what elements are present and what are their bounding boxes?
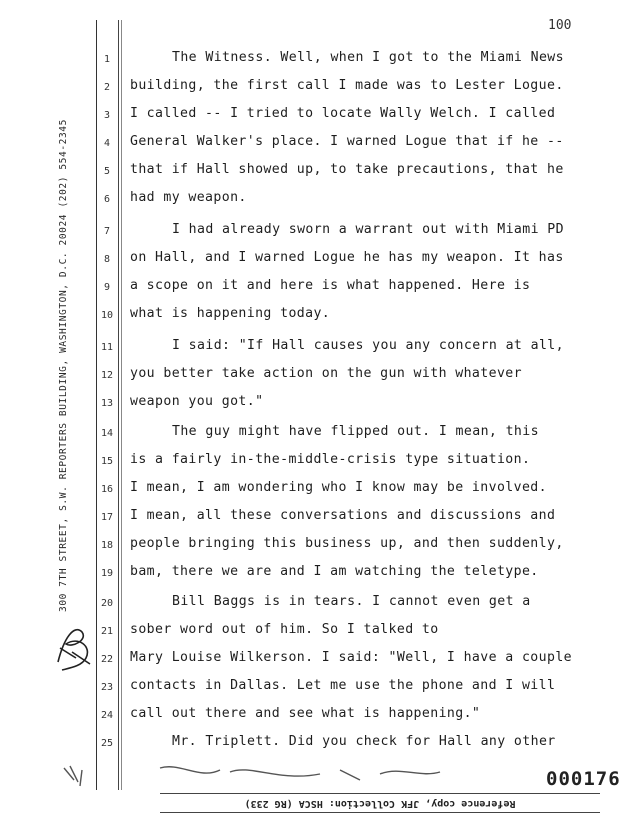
transcript-line: I mean, all these conversations and discussions and xyxy=(130,508,556,523)
reference-stamp xyxy=(160,793,600,813)
transcript-line: contacts in Dallas. Let me use the phone and I will xyxy=(130,678,556,693)
transcript-line: what is happening today. xyxy=(130,306,331,321)
margin-rule xyxy=(121,20,122,790)
line-number: 17 xyxy=(100,512,114,523)
line-number: 7 xyxy=(103,226,111,237)
transcript-line: The Witness. Well, when I got to the Miami News xyxy=(172,50,564,65)
transcript-line: I said: "If Hall causes you any concern at all, xyxy=(172,338,564,353)
margin-rule xyxy=(118,20,119,790)
transcript-line: building, the first call I made was to Lester Logue. xyxy=(130,78,564,93)
transcript-line: I mean, I am wondering who I know may be involved. xyxy=(130,480,547,495)
transcript-line: people bringing this business up, and then suddenly, xyxy=(130,536,564,551)
line-number: 22 xyxy=(100,654,114,665)
line-number: 5 xyxy=(103,166,111,177)
transcript-line: I had already sworn a warrant out with Miami PD xyxy=(172,222,564,237)
line-number: 2 xyxy=(103,82,111,93)
transcript-line: had my weapon. xyxy=(130,190,247,205)
line-number: 10 xyxy=(100,310,114,321)
transcript-line: that if Hall showed up, to take precautions, that he xyxy=(130,162,564,177)
transcript-line: General Walker's place. I warned Logue that if he -- xyxy=(130,134,564,149)
document-id: 000176 xyxy=(546,768,621,790)
transcript-line: The guy might have flipped out. I mean, this xyxy=(172,424,539,439)
page-number: 100 xyxy=(548,18,572,33)
handwritten-mark xyxy=(52,618,98,674)
line-number: 12 xyxy=(100,370,114,381)
line-number: 3 xyxy=(103,110,111,121)
transcript-line: bam, there we are and I am watching the teletype. xyxy=(130,564,539,579)
line-number: 11 xyxy=(100,342,114,353)
transcript-line: a scope on it and here is what happened. Here is xyxy=(130,278,531,293)
transcript-line: sober word out of him. So I talked to xyxy=(130,622,439,637)
transcript-line: Mr. Triplett. Did you check for Hall any other xyxy=(172,734,556,749)
line-number: 25 xyxy=(100,738,114,749)
line-number: 9 xyxy=(103,282,111,293)
line-number: 24 xyxy=(100,710,114,721)
transcript-line: call out there and see what is happening." xyxy=(130,706,481,721)
margin-rule xyxy=(96,20,97,790)
line-number: 15 xyxy=(100,456,114,467)
line-number: 13 xyxy=(100,398,114,409)
line-number: 19 xyxy=(100,568,114,579)
transcript-line: you better take action on the gun with whatever xyxy=(130,366,522,381)
transcript-line: Bill Baggs is in tears. I cannot even get a xyxy=(172,594,531,609)
line-number: 18 xyxy=(100,540,114,551)
reference-stamp-text: Reference copy, JFK Collection: HSCA (RG 233) xyxy=(244,798,516,809)
transcript-line: on Hall, and I warned Logue he has my weapon. It has xyxy=(130,250,564,265)
transcript-line: weapon you got." xyxy=(130,394,264,409)
line-number: 8 xyxy=(103,254,111,265)
scan-artifact xyxy=(60,760,540,790)
line-number: 1 xyxy=(103,54,111,65)
transcript-line: Mary Louise Wilkerson. I said: "Well, I have a couple xyxy=(130,650,572,665)
reporter-address: 300 7TH STREET, S.W. REPORTERS BUILDING, WASHINGTON, D.C. 20024 (202) 554-2345 xyxy=(58,119,69,612)
line-number: 23 xyxy=(100,682,114,693)
line-number: 6 xyxy=(103,194,111,205)
line-number: 21 xyxy=(100,626,114,637)
transcript-line: is a fairly in-the-middle-crisis type situation. xyxy=(130,452,531,467)
transcript-line: I called -- I tried to locate Wally Welch. I called xyxy=(130,106,556,121)
line-number: 14 xyxy=(100,428,114,439)
line-number: 20 xyxy=(100,598,114,609)
line-number: 4 xyxy=(103,138,111,149)
line-number: 16 xyxy=(100,484,114,495)
